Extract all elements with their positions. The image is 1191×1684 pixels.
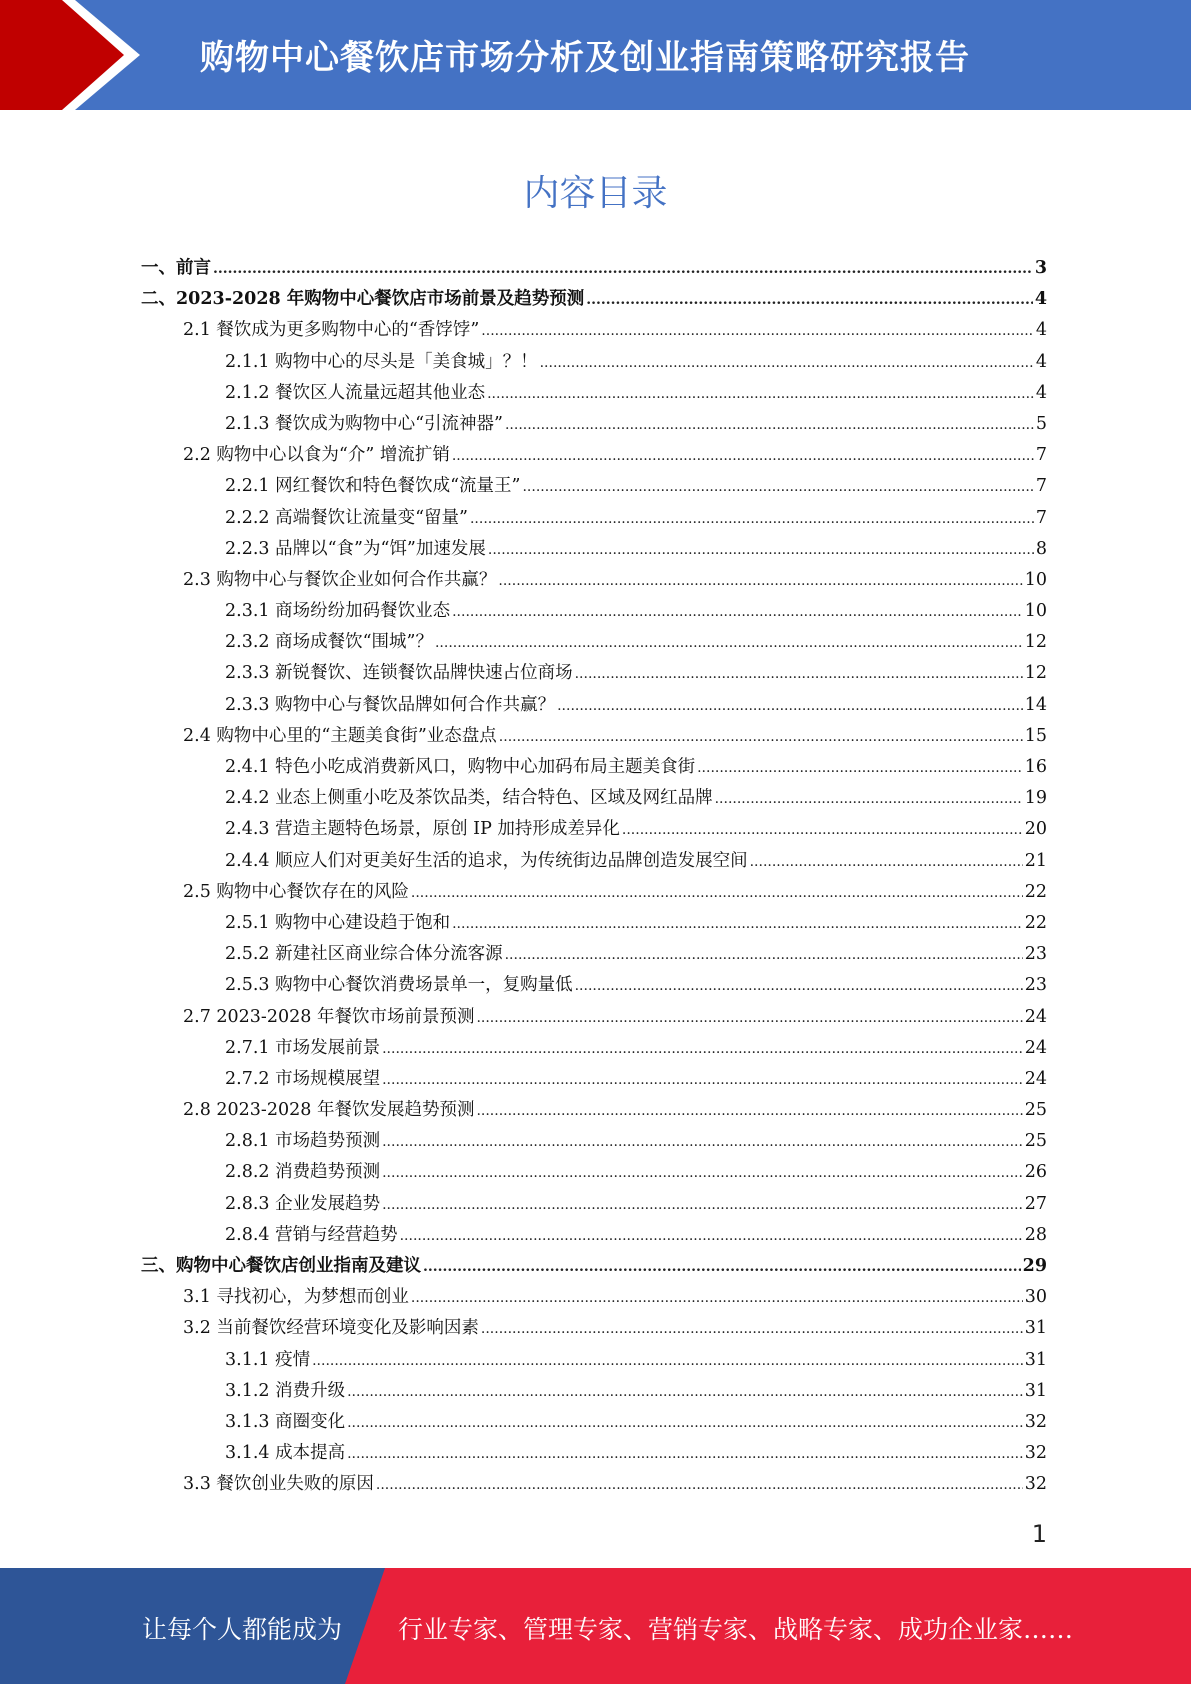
toc-dot-leader [476, 1003, 1022, 1034]
toc-entry-page: 19 [1024, 788, 1047, 809]
toc-entry-title: 2.2.3 品牌以“食”为“饵”加速发展 [225, 538, 486, 559]
toc-entry-page: 4 [1035, 320, 1047, 341]
toc-dot-leader [347, 1439, 1023, 1470]
toc-entry[interactable] [141, 877, 1047, 908]
toc-dot-leader [622, 815, 1023, 846]
toc-entry-title: 2.8.4 营销与经营趋势 [225, 1224, 398, 1245]
toc-entry[interactable] [141, 814, 1047, 845]
header-arrow-graphic [0, 0, 160, 110]
toc-entry-title: 2.7.2 市场规模展望 [225, 1068, 381, 1089]
toc-entry-title: 2.4 购物中心里的“主题美食街”业态盘点 [183, 725, 497, 746]
toc-entry-page: 7 [1035, 445, 1047, 466]
toc-entry-title: 2.1 餐饮成为更多购物中心的“香饽饽” [183, 320, 480, 341]
toc-entry-page: 26 [1024, 1162, 1047, 1183]
toc-entry-title: 2.1.3 餐饮成为购物中心“引流神器” [225, 413, 503, 434]
toc-entry-title: 3.1.2 消费升级 [225, 1380, 346, 1401]
toc-dot-leader [382, 1065, 1023, 1096]
toc-dot-leader [423, 1252, 1021, 1283]
toc-entry-title: 2.3.3 购物中心与餐饮品牌如何合作共赢？ [225, 694, 556, 715]
toc-entry-title: 2.2 购物中心以食为“介” 增流扩销 [183, 445, 450, 466]
toc-dot-leader [312, 1346, 1023, 1377]
toc-entry-page: 32 [1024, 1474, 1047, 1495]
header-banner [0, 0, 1191, 110]
toc-entry-page: 24 [1024, 1068, 1047, 1089]
toc-entry-title: 2.3.2 商场成餐饮“围城”？ [225, 632, 433, 653]
toc-dot-leader [411, 878, 1023, 909]
toc-entry-title: 2.3 购物中心与餐饮企业如何合作共赢？ [183, 569, 497, 590]
toc-entry-title: 3.1.4 成本提高 [225, 1443, 346, 1464]
toc-dot-leader [481, 1314, 1023, 1345]
toc-dot-leader [411, 1283, 1023, 1314]
toc-entry-page: 10 [1024, 601, 1047, 622]
toc-dot-leader [697, 753, 1023, 784]
toc-entry-title: 2.2.2 高端餐饮让流量变“留量” [225, 507, 468, 528]
toc-entry-title: 3.1 寻找初心，为梦想而创业 [183, 1287, 409, 1308]
toc-entry-title: 3.2 当前餐饮经营环境变化及影响因素 [183, 1318, 479, 1339]
toc-entry-title: 2.8.2 消费趋势预测 [225, 1162, 381, 1183]
toc-dot-leader [481, 316, 1034, 347]
toc-entry-title: 2.5 购物中心餐饮存在的风险 [183, 881, 409, 902]
toc-entry[interactable] [141, 721, 1047, 752]
toc-entry-title: 2.4.3 营造主题特色场景，原创 IP 加持形成差异化 [225, 819, 620, 840]
page-number: 1 [1031, 1520, 1047, 1548]
toc-entry-title: 2.8 2023-2028 年餐饮发展趋势预测 [183, 1100, 475, 1121]
toc-entry-title: 2.5.1 购物中心建设趋于饱和 [225, 912, 451, 933]
toc-entry[interactable] [141, 627, 1047, 658]
toc-entry-title: 2.3.3 新锐餐饮、连锁餐饮品牌快速占位商场 [225, 663, 573, 684]
toc-dot-leader [557, 691, 1023, 722]
toc-entry[interactable] [141, 752, 1047, 783]
toc-dot-leader [435, 628, 1023, 659]
toc-dot-leader [575, 659, 1023, 690]
toc-entry-page: 10 [1024, 569, 1047, 590]
toc-entry[interactable] [141, 690, 1047, 721]
toc-entry-page: 21 [1024, 850, 1047, 871]
toc-entry[interactable] [141, 1438, 1047, 1469]
toc-heading: 内容目录 [523, 173, 668, 214]
toc-entry[interactable] [141, 1220, 1047, 1251]
toc-entry[interactable] [141, 315, 1047, 346]
toc-dot-leader [540, 348, 1034, 379]
toc-dot-leader [522, 472, 1033, 503]
toc-dot-leader [376, 1470, 1023, 1501]
toc-entry[interactable] [141, 1376, 1047, 1407]
toc-entry-page: 5 [1035, 413, 1047, 434]
toc-dot-leader [452, 597, 1023, 628]
toc-entry[interactable] [141, 1002, 1047, 1033]
toc-entry-page: 14 [1024, 694, 1047, 715]
toc-entry[interactable] [141, 658, 1047, 689]
toc-entry[interactable] [141, 1095, 1047, 1126]
toc-dot-leader [452, 909, 1023, 940]
toc-entry-page: 16 [1024, 757, 1047, 777]
toc-entry-page: 4 [1034, 289, 1047, 310]
toc-entry[interactable] [141, 534, 1047, 565]
toc-entry[interactable] [141, 409, 1047, 440]
toc-entry[interactable] [141, 596, 1047, 627]
toc-dot-leader [476, 1096, 1022, 1127]
toc-entry[interactable] [141, 565, 1047, 596]
toc-entry[interactable] [141, 1345, 1047, 1376]
toc-entry-title: 2.8.3 企业发展趋势 [225, 1193, 381, 1214]
toc-entry-page: 30 [1024, 1287, 1047, 1308]
toc-entry-page: 8 [1035, 538, 1047, 559]
toc-entry[interactable] [141, 1189, 1047, 1220]
toc-entry-title: 2.1.1 购物中心的尽头是「美食城」？！ [225, 351, 538, 372]
toc-entry[interactable] [141, 783, 1047, 814]
toc-entry[interactable] [141, 440, 1047, 471]
toc-dot-leader [499, 722, 1023, 753]
toc-entry[interactable] [141, 1469, 1047, 1500]
toc-dot-leader [452, 441, 1034, 472]
toc-entry-page: 31 [1024, 1380, 1047, 1401]
toc-dot-leader [382, 1190, 1023, 1221]
toc-entry-title: 2.3.1 商场纷纷加码餐饮业态 [225, 601, 451, 622]
toc-entry-title: 2.8.1 市场趋势预测 [225, 1131, 381, 1152]
toc-entry[interactable] [141, 347, 1047, 378]
toc-dot-leader [470, 504, 1034, 535]
toc-dot-leader [715, 784, 1023, 815]
toc-entry-title: 2.4.1 特色小吃成消费新风口，购物中心加码布局主题美食街 [225, 757, 696, 777]
toc-dot-leader [750, 847, 1023, 878]
toc-dot-leader [575, 971, 1023, 1002]
toc-dot-leader [347, 1377, 1023, 1408]
toc-entry[interactable] [141, 939, 1047, 970]
toc-entry-title: 2.4.4 顺应人们对更美好生活的追求，为传统街边品牌创造发展空间 [225, 850, 748, 871]
toc-entry-page: 22 [1024, 912, 1047, 933]
toc-dot-leader [505, 410, 1034, 441]
toc-entry-title: 2.7.1 市场发展前景 [225, 1037, 381, 1058]
toc-dot-leader [382, 1158, 1023, 1189]
toc-dot-leader [498, 566, 1022, 597]
toc-entry-title: 3.3 餐饮创业失败的原因 [183, 1474, 374, 1495]
toc-entry[interactable] [141, 1407, 1047, 1438]
toc-entry-page: 31 [1024, 1318, 1047, 1339]
toc-entry-page: 22 [1024, 881, 1047, 902]
toc-entry-title: 2.4.2 业态上侧重小吃及茶饮品类，结合特色、区域及网红品牌 [225, 788, 713, 809]
toc-entry-title: 2.5.2 新建社区商业综合体分流客源 [225, 944, 503, 965]
toc-entry[interactable] [141, 503, 1047, 534]
toc-entry-page: 32 [1024, 1411, 1047, 1432]
toc-dot-leader [382, 1034, 1023, 1065]
toc-entry[interactable] [141, 1033, 1047, 1064]
toc-entry-title: 二、2023-2028 年购物中心餐饮店市场前景及趋势预测 [141, 289, 585, 310]
toc-entry-page: 24 [1024, 1006, 1047, 1027]
toc-entry[interactable] [141, 1313, 1047, 1344]
toc-entry-title: 2.5.3 购物中心餐饮消费场景单一，复购量低 [225, 975, 573, 996]
toc-entry-title: 2.2.1 网红餐饮和特色餐饮成“流量王” [225, 476, 521, 497]
toc-dot-leader [400, 1221, 1023, 1252]
toc-entry[interactable] [141, 846, 1047, 877]
toc-entry-title: 2.1.2 餐饮区人流量远超其他业态 [225, 382, 486, 403]
toc-entry-page: 12 [1024, 663, 1047, 684]
toc-entry-page: 29 [1022, 1256, 1047, 1276]
toc-entry-title: 一、前言 [141, 258, 211, 278]
toc-entry-page: 24 [1024, 1037, 1047, 1058]
toc-entry[interactable] [141, 1157, 1047, 1188]
toc-entry-page: 12 [1024, 632, 1047, 653]
toc-entry-title: 三、购物中心餐饮店创业指南及建议 [141, 1256, 421, 1276]
toc-entry[interactable] [141, 1282, 1047, 1313]
toc-entry[interactable] [141, 378, 1047, 409]
toc-entry-page: 3 [1034, 258, 1047, 278]
toc-entry-title: 2.7 2023-2028 年餐饮市场前景预测 [183, 1006, 475, 1027]
toc-entry-title: 3.1.3 商圈变化 [225, 1411, 346, 1432]
toc-entry-page: 23 [1024, 975, 1047, 996]
toc-entry[interactable] [141, 253, 1047, 284]
report-title: 购物中心餐饮店市场分析及创业指南策略研究报告 [200, 38, 970, 78]
footer-slogan-right: 行业专家、管理专家、营销专家、战略专家、成功企业家…… [398, 1615, 1074, 1644]
toc-dot-leader [213, 254, 1033, 285]
toc-entry[interactable] [141, 970, 1047, 1001]
toc-entry[interactable] [141, 471, 1047, 502]
toc-entry[interactable] [141, 1064, 1047, 1095]
toc-entry-page: 7 [1035, 507, 1047, 528]
toc-entry-page: 7 [1035, 476, 1047, 497]
table-of-contents [141, 253, 1047, 1501]
toc-entry[interactable] [141, 1251, 1047, 1282]
toc-dot-leader [347, 1408, 1023, 1439]
toc-entry[interactable] [141, 284, 1047, 315]
toc-entry-page: 27 [1024, 1193, 1047, 1214]
toc-entry-page: 32 [1024, 1443, 1047, 1464]
toc-dot-leader [487, 379, 1034, 410]
toc-dot-leader [586, 285, 1033, 316]
toc-entry-page: 4 [1035, 382, 1047, 403]
toc-entry-title: 3.1.1 疫情 [225, 1349, 311, 1370]
toc-entry[interactable] [141, 908, 1047, 939]
toc-entry-page: 4 [1035, 351, 1047, 372]
footer-banner [0, 1568, 1191, 1684]
footer-slogan-left: 让每个人都能成为 [142, 1615, 343, 1644]
toc-entry-page: 31 [1024, 1349, 1047, 1370]
toc-entry-page: 25 [1024, 1131, 1047, 1152]
toc-dot-leader [505, 940, 1023, 971]
toc-entry-page: 15 [1024, 725, 1047, 746]
toc-entry[interactable] [141, 1126, 1047, 1157]
toc-entry-page: 28 [1024, 1224, 1047, 1245]
toc-dot-leader [382, 1127, 1023, 1158]
toc-entry-page: 23 [1024, 944, 1047, 965]
toc-dot-leader [488, 535, 1034, 566]
toc-entry-page: 25 [1024, 1100, 1047, 1121]
toc-entry-page: 20 [1024, 819, 1047, 840]
